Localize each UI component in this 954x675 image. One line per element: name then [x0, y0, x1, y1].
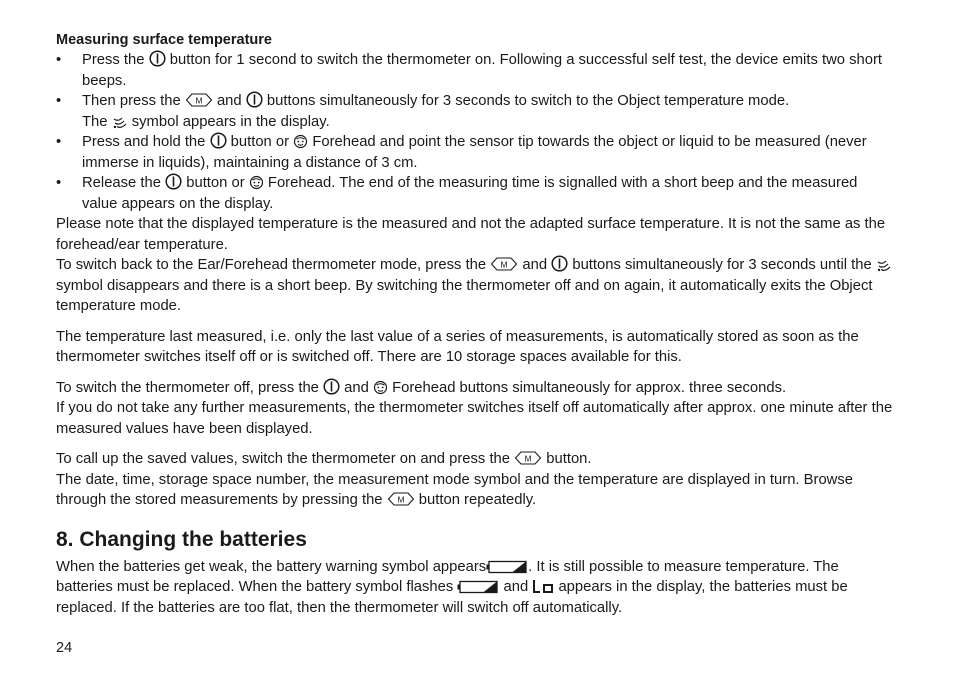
text: button or — [186, 175, 245, 191]
text: Press the — [82, 52, 145, 68]
svg-text:M: M — [524, 453, 532, 464]
text: When the batteries get weak, the battery warning symbol appears — [56, 558, 487, 575]
section-heading: 8. Changing the batteries — [56, 527, 307, 551]
text: button for 1 second to switch the thermometer on. Following a successful self test, the device emits two short beeps. — [82, 52, 882, 89]
text: and — [216, 93, 242, 109]
paragraph — [56, 378, 896, 399]
list-item — [56, 50, 896, 91]
m-button-icon — [490, 255, 518, 276]
text: To switch the thermometer off, press the — [56, 379, 319, 396]
battery-icon — [486, 557, 528, 578]
list-item — [56, 132, 896, 173]
paragraph — [56, 449, 896, 470]
list-item — [56, 173, 896, 214]
text: symbol disappears and there is a short beep. By switching the thermometer off and on again, it automatically exits the Object temperature mode. — [56, 277, 873, 314]
object-mode-icon — [876, 255, 892, 276]
text: To switch back to the Ear/Forehead thermometer mode, press the — [56, 257, 487, 273]
text: buttons simultaneously for 3 seconds to switch to the Object temperature mode. — [266, 93, 790, 109]
text: Press and hold the — [82, 134, 206, 150]
text: symbol appears in the display. — [131, 113, 330, 130]
text: appears in the display, the batteries must be replaced. If the batteries are too flat, then the thermometer will switch off automatically. — [56, 579, 848, 616]
text: Forehead buttons simultaneously for approx. three seconds. — [392, 379, 787, 396]
m-button-icon — [185, 91, 213, 112]
text: Release the — [82, 175, 161, 191]
text: Forehead. The end of the measuring time is signalled with a short beep and the measured value appears on the display. — [82, 175, 858, 212]
svg-text:M: M — [195, 95, 203, 106]
text: button. — [546, 451, 592, 467]
page-number: 24 — [56, 640, 73, 656]
paragraph: If you do not take any further measurements, the thermometer switches itself off automatically after approx. one minute after the measured values have been displayed. — [56, 400, 893, 437]
power-icon — [149, 50, 166, 71]
power-icon — [165, 173, 182, 194]
text: To call up the saved values, switch the thermometer on and press the — [56, 451, 511, 467]
text: and — [344, 379, 369, 396]
subheading: Measuring surface temperature — [56, 32, 272, 48]
power-icon — [551, 255, 568, 276]
paragraph — [56, 470, 896, 511]
power-icon — [210, 132, 227, 153]
text: . It is still possible to measure temperature. The batteries must be replaced. When the battery symbol flashes — [56, 558, 839, 595]
text: and — [522, 257, 548, 273]
m-button-icon — [387, 490, 415, 511]
text: Then press the — [82, 93, 181, 109]
forehead-icon — [249, 173, 264, 194]
svg-text:M: M — [500, 259, 508, 270]
paragraph: Please note that the displayed temperature is the measured and not the adapted surface temperature. It is not the same as the forehead/ear temperature. — [56, 216, 886, 253]
forehead-icon — [373, 378, 388, 399]
battery-icon — [457, 577, 499, 598]
text: The date, time, storage space number, the measurement mode symbol and the temperature are displayed in turn. Browse through the stored measurements by pressing the — [56, 471, 853, 508]
power-icon — [323, 378, 340, 399]
page-body — [56, 30, 896, 618]
power-icon — [246, 91, 263, 112]
text: Forehead and point the sensor tip towards the object or liquid to be measured (never immerse in liquids), maintaining a distance of 3 cm. — [82, 134, 867, 171]
list-item — [56, 91, 896, 132]
svg-text:M: M — [397, 494, 405, 505]
paragraph — [56, 255, 896, 317]
text: button or — [230, 134, 290, 150]
m-button-icon — [514, 449, 542, 470]
forehead-icon — [293, 132, 308, 153]
paragraph — [56, 557, 896, 619]
text: buttons simultaneously for 3 seconds until the — [572, 257, 872, 273]
text: and — [503, 579, 529, 595]
paragraph: The temperature last measured, i.e. only the last value of a series of measurements, is automatically stored as soon as the thermometer switches itself off or is switched off. There are 10 storage spaces available for this. — [56, 328, 859, 365]
text: button repeatedly. — [418, 492, 537, 508]
bullet-list — [56, 50, 896, 214]
lo-display-icon — [532, 577, 554, 598]
text: The — [82, 113, 108, 130]
object-mode-icon — [112, 112, 128, 133]
